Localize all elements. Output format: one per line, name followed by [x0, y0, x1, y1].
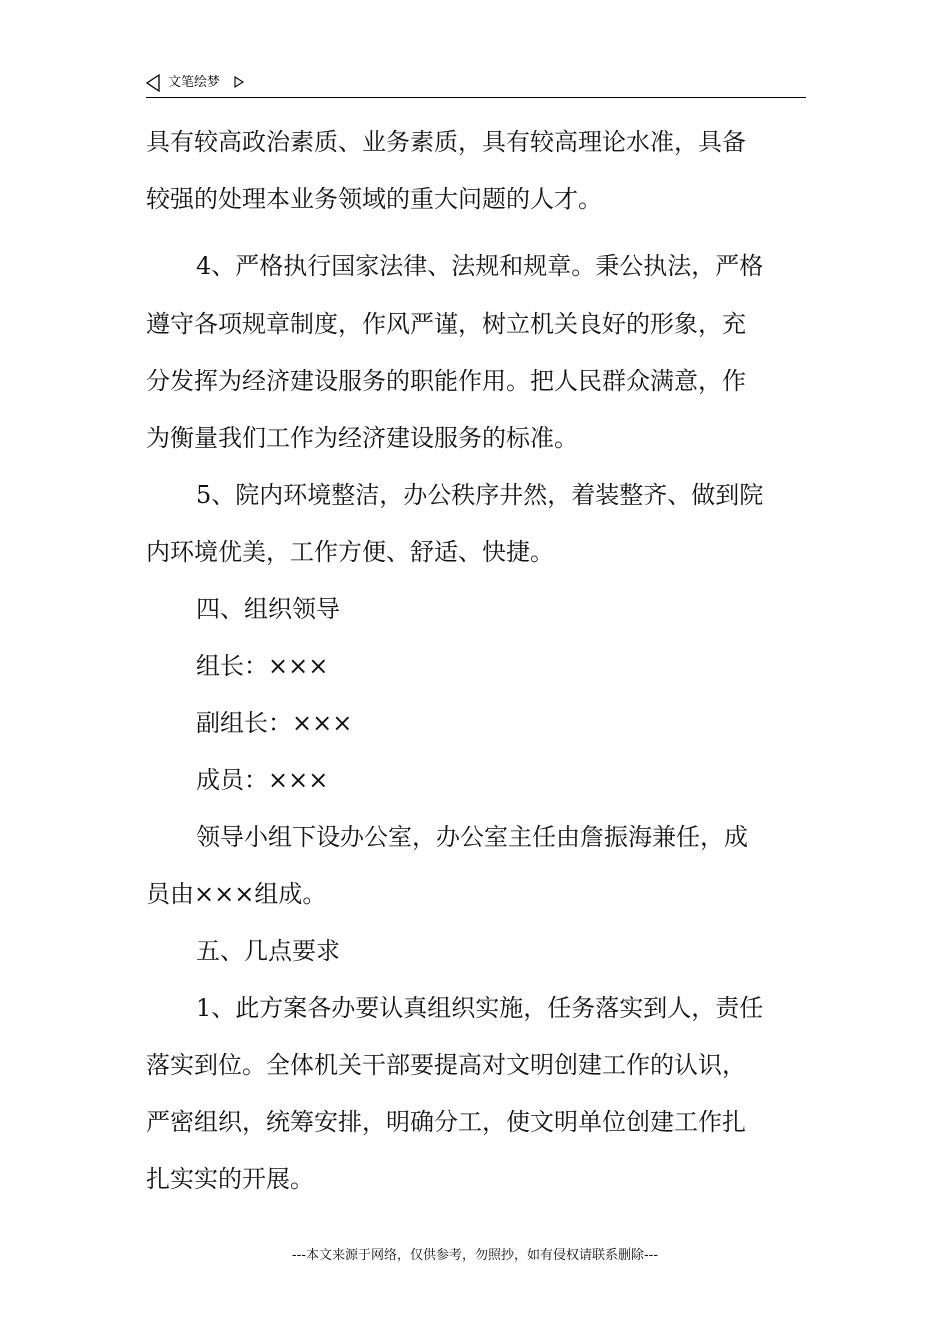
page-header	[146, 72, 806, 98]
text-line: 为衡量我们工作为经济建设服务的标准。	[146, 424, 578, 452]
text-line: 分发挥为经济建设服务的职能作用。把人民群众满意，作	[146, 367, 746, 395]
section-heading: 四、组织领导	[196, 595, 340, 623]
text-line: 组长：×××	[196, 652, 329, 680]
text-line: 落实到位。全体机关干部要提高对文明创建工作的认识，	[146, 1051, 746, 1079]
text-line: 具有较高政治素质、业务素质，具有较高理论水准，具备	[146, 128, 746, 156]
text-line: 副组长：×××	[196, 709, 353, 737]
text-line: 领导小组下设办公室，办公室主任由詹振海兼任，成	[196, 823, 748, 851]
text-line: 1、此方案各办要认真组织实施，任务落实到人，责任	[196, 994, 764, 1022]
text-line: 较强的处理本业务领域的重大问题的人才。	[146, 185, 602, 213]
triangle-left-icon	[146, 74, 160, 92]
triangle-right-icon	[234, 76, 244, 88]
text-line: 扎实实的开展。	[146, 1165, 314, 1193]
section-heading: 五、几点要求	[196, 937, 340, 965]
text-line: 5、院内环境整洁，办公秩序井然，着装整齐、做到院	[196, 481, 764, 509]
text-line: 严密组织，统筹安排，明确分工，使文明单位创建工作扎	[146, 1108, 746, 1136]
text-line: 遵守各项规章制度，作风严谨，树立机关良好的形象，充	[146, 310, 746, 338]
text-line: 内环境优美，工作方便、舒适、快捷。	[146, 538, 554, 566]
text-line: 员由×××组成。	[146, 880, 327, 908]
page-footer: ---本文来源于网络，仅供参考，勿照抄，如有侵权请联系删除---	[291, 1248, 659, 1263]
header-divider	[146, 97, 806, 98]
header-title: 文笔绘梦	[168, 75, 221, 90]
text-line: 成员：×××	[196, 766, 329, 794]
text-line: 4、严格执行国家法律、法规和规章。秉公执法，严格	[196, 252, 764, 280]
